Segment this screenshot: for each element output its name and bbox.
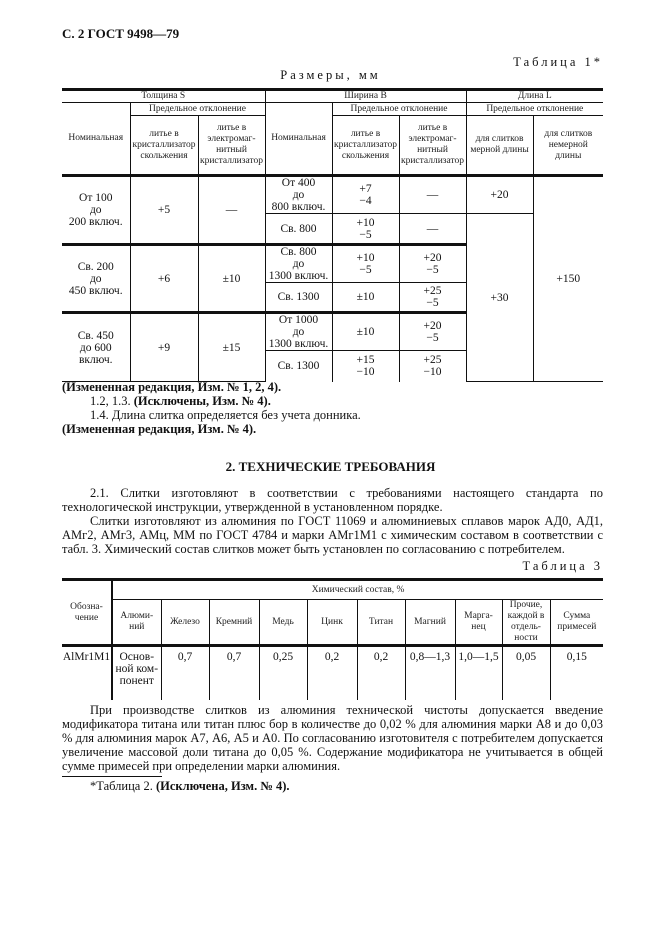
note-excluded: (Исключены, Изм. № 4). (133, 394, 271, 408)
cell: 0,7 (209, 646, 259, 700)
cell: +9 (130, 313, 198, 382)
cell: Св. 1300 (265, 283, 332, 313)
cell: 0,8—1,3 (405, 646, 455, 700)
header-w-slide: литье в кристаллизатор скольжения (332, 116, 399, 176)
header-l-deviation: Предельное отклонение (466, 103, 603, 116)
cell: +30 (466, 214, 533, 382)
cell: +10 −5 (332, 245, 399, 283)
cell: От 100 до 200 включ. (62, 176, 130, 245)
cell: — (399, 176, 466, 214)
header-thickness: Толщина S (62, 90, 265, 103)
paragraph-materials: Слитки изготовляют из алюминия по ГОСТ 11069 и алюминиевых сплавов марок АД0, АД1, АМг2, АМг3, АМц, ММ по ГОСТ 4784 и марки АМг1М1 с химическим составом в соответствии с табл. 3. Химический состав слитков может быть установлен по согласованию с потребителем. (62, 514, 603, 556)
table-row (62, 176, 603, 214)
note-length: 1.4. Длина слитка определяется без учета донника. (90, 408, 361, 422)
cell: 0,7 (161, 646, 209, 700)
cell: +10 −5 (332, 214, 399, 245)
header-magnesium: Магний (405, 600, 455, 646)
header-s-slide: литье в кристаллизатор скольжения (130, 116, 198, 176)
cell: ±10 (198, 245, 265, 313)
header-s-em: литье в электромаг- нитный кристаллизатор (198, 116, 265, 176)
header-width: Ширина B (265, 90, 466, 103)
header-l-measured: для слитков мерной длины (466, 116, 533, 176)
footnote (90, 779, 290, 793)
cell: — (198, 176, 265, 245)
cell: Св. 450 до 600 включ. (62, 313, 130, 382)
header-other: Прочие, каждой в отдель- ности (502, 600, 550, 646)
cell: +25 −5 (399, 283, 466, 313)
cell: От 400 до 800 включ. (265, 176, 332, 214)
cell: +15 −10 (332, 351, 399, 382)
cell: +20 (466, 176, 533, 214)
cell: +6 (130, 245, 198, 313)
cell: 0,2 (357, 646, 405, 700)
header-copper: Медь (259, 600, 307, 646)
table-row (62, 646, 603, 700)
cell: +20 −5 (399, 245, 466, 283)
cell: 0,25 (259, 646, 307, 700)
header-l-unmeasured: для слитков немерной длины (533, 116, 603, 176)
page-header: С. 2 ГОСТ 9498—79 (62, 26, 180, 41)
paragraph-modifier: При производстве слитков из алюминия технической чистоты допускается введение модификатора титана или титан плюс бор в количестве до 0,02 % для алюминия марки А8 и до 0,03 % для алюминия марок А7, А6, А5 и А0. По согласованию изготовителя с потребителем допускается увеличение массовой доли титана до 0,05 %. Содержание модификатора не учитывается в общей сумме примесей при определении марки алюминия. (62, 703, 603, 773)
paragraph-modifier-block (62, 703, 603, 773)
cell: AlMr1M1 (62, 646, 112, 700)
cell: Св. 200 до 450 включ. (62, 245, 130, 313)
cell: 0,05 (502, 646, 550, 700)
section-body (62, 486, 603, 556)
cell: 0,2 (307, 646, 357, 700)
table-3 (62, 578, 603, 700)
header-chem: Химический состав, % (112, 580, 603, 600)
header-titanium: Титан (357, 600, 405, 646)
header-sum: Сумма примесей (550, 600, 603, 646)
note-amended-4: (Измененная редакция, Изм. № 4). (62, 422, 257, 436)
cell: 1,0—1,5 (455, 646, 502, 700)
footnote-divider (62, 776, 162, 777)
cell: +150 (533, 176, 603, 382)
header-length: Длина L (466, 90, 603, 103)
header-designation: Обозна- чение (62, 580, 112, 646)
cell: — (399, 214, 466, 245)
table1-label: Таблица 1* (513, 55, 603, 69)
cell: +5 (130, 176, 198, 245)
header-iron: Железо (161, 600, 209, 646)
header-w-em: литье в электромаг- нитный кристаллизатор (399, 116, 466, 176)
header-silicon: Кремний (209, 600, 259, 646)
note-item-ref: 1.2, 1.3. (90, 394, 131, 408)
footnote-ref: *Таблица 2. (90, 779, 153, 793)
header-s-deviation: Предельное отклонение (130, 103, 265, 116)
paragraph-2-1: 2.1. Слитки изготовляют в соответствии с требованиями настоящего стандарта по технологической инструкции, утвержденной в установленном порядке. (62, 486, 603, 514)
header-s-nominal: Номинальная (62, 103, 130, 176)
cell: От 1000 до 1300 включ. (265, 313, 332, 351)
table-1 (62, 88, 603, 382)
note-amended: (Измененная редакция, Изм. № 1, 2, 4). (62, 380, 282, 394)
header-zinc: Цинк (307, 600, 357, 646)
cell: ±15 (198, 313, 265, 382)
cell: +20 −5 (399, 313, 466, 351)
cell: +25 −10 (399, 351, 466, 382)
section-title: 2. ТЕХНИЧЕСКИЕ ТРЕБОВАНИЯ (225, 459, 436, 474)
cell: ±10 (332, 283, 399, 313)
cell: Св. 800 (265, 214, 332, 245)
footnote-excluded: (Исключена, Изм. № 4). (155, 779, 290, 793)
cell: ±10 (332, 313, 399, 351)
table3-label: Таблица 3 (522, 559, 603, 573)
cell: Св. 1300 (265, 351, 332, 382)
cell: 0,15 (550, 646, 603, 700)
header-w-nominal: Номинальная (265, 103, 332, 176)
cell: Св. 800 до 1300 включ. (265, 245, 332, 283)
cell: +7 −4 (332, 176, 399, 214)
cell: Основ- ной ком- понент (112, 646, 161, 700)
header-w-deviation: Предельное отклонение (332, 103, 466, 116)
header-aluminium: Алюми- ний (112, 600, 161, 646)
header-manganese: Марга- нец (455, 600, 502, 646)
table1-caption: Размеры, мм (280, 68, 381, 82)
notes (62, 380, 361, 436)
